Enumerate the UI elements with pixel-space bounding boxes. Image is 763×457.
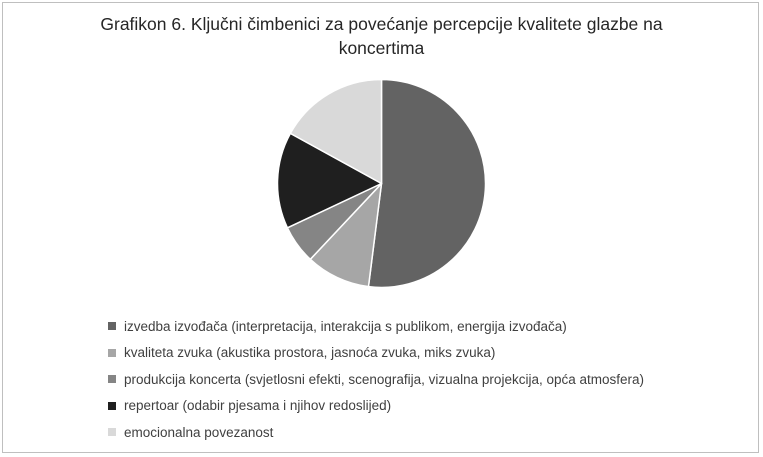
legend-swatch	[108, 375, 116, 383]
legend-swatch	[108, 428, 116, 436]
legend-item	[108, 393, 644, 420]
legend-swatch	[108, 349, 116, 357]
legend-item	[108, 419, 644, 446]
pie-slice	[368, 80, 485, 288]
chart-title-line-2: koncertima	[338, 38, 425, 58]
legend-label: emocionalna povezanost	[124, 424, 274, 440]
legend-item	[108, 313, 644, 340]
chart-title-line-1: Grafikon 6. Ključni čimbenici za povećanje percepcije kvalitete glazbe na	[100, 14, 663, 34]
legend-item	[108, 340, 644, 367]
legend-label: kvaliteta zvuka (akustika prostora, jasnoća zvuka, miks zvuka)	[124, 345, 496, 361]
legend-label: izvedba izvođača (interpretacija, interakcija s publikom, energija izvođača)	[124, 318, 567, 334]
legend-item	[108, 366, 644, 393]
legend-swatch	[108, 402, 116, 410]
legend-label: produkcija koncerta (svjetlosni efekti, scenografija, vizualna projekcija, opća atmosfera)	[124, 371, 645, 387]
legend	[108, 313, 644, 446]
legend-label: repertoar (odabir pjesama i njihov redoslijed)	[124, 398, 392, 414]
legend-swatch	[108, 322, 116, 330]
